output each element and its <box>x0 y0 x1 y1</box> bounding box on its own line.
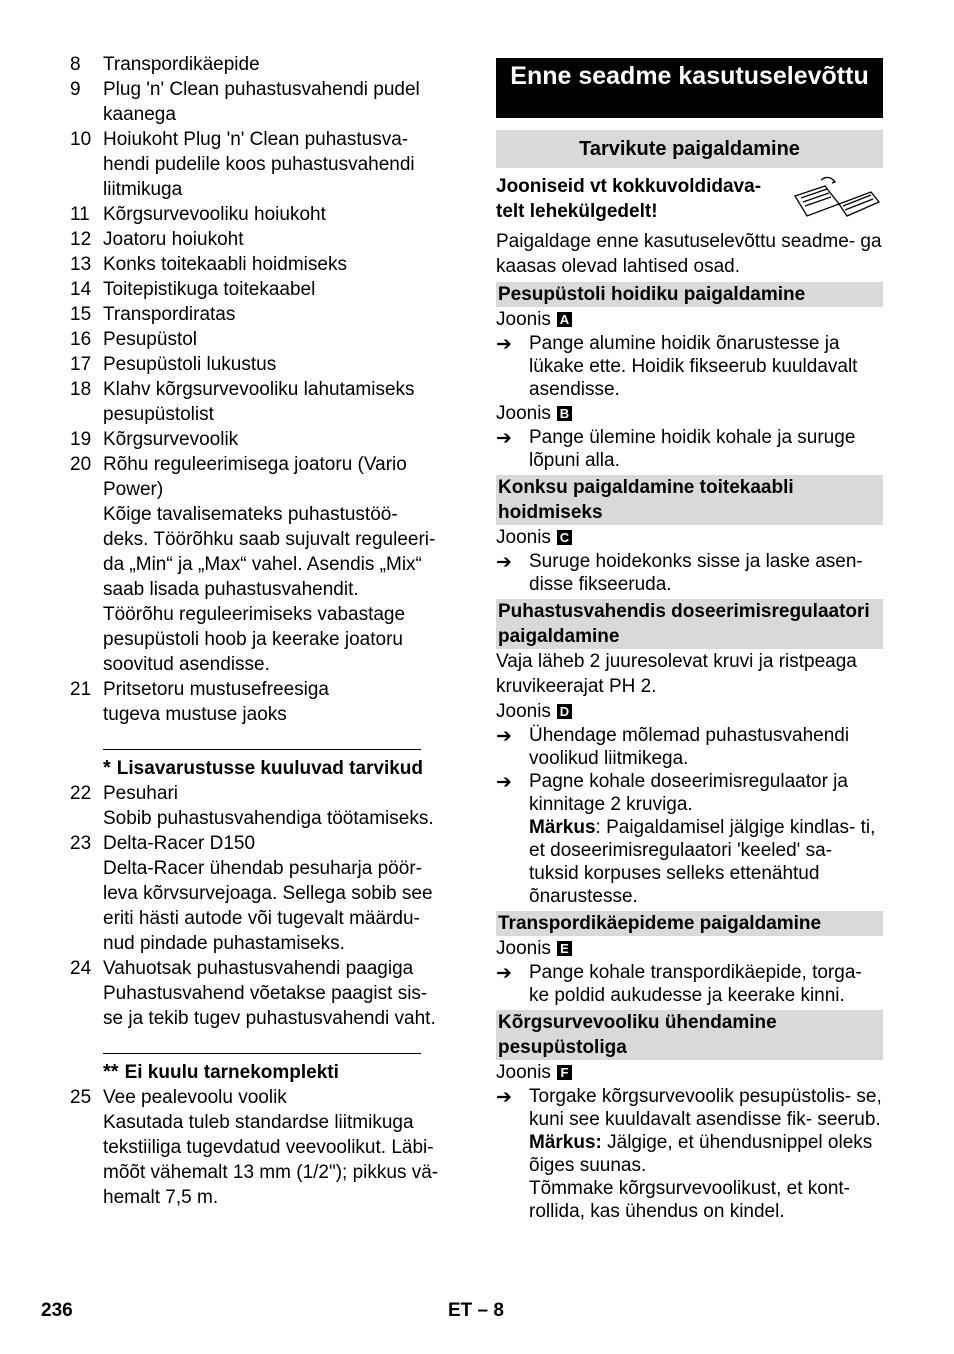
item-text <box>103 1085 462 1210</box>
figure-reference <box>496 525 883 550</box>
item-line: tugeva mustuse jaoks <box>103 704 287 725</box>
item-number: 22 <box>70 783 92 804</box>
item-number: 13 <box>70 254 92 275</box>
item-line: Vee pealevoolu voolik <box>103 1087 287 1108</box>
figure-letter-badge: B <box>557 406 572 421</box>
step-text <box>529 770 883 908</box>
step-main-text: Suruge hoidekonks sisse ja laske asen- disse fikseeruda. <box>529 551 863 595</box>
list-item <box>70 677 462 727</box>
item-number: 25 <box>70 1087 92 1108</box>
figure-reference <box>496 936 883 961</box>
step-text <box>529 961 883 1007</box>
note-text: Paigaldamisel jälgige kindlas- ti, et doseerimisregulaatori 'keeled' sa- tuksid korpuses selleks ettenähtud õnarustesse. <box>529 817 876 907</box>
step-main-text: Pange kohale transpordikäepide, torga- ke poldid aukudesse ja keerake kinni. <box>529 962 862 1006</box>
item-line: liitmikuga <box>103 179 183 200</box>
divider-rule <box>103 749 421 750</box>
figure-label: Joonis <box>496 527 551 548</box>
item-line: deks. Töörõhku saab sujuvalt reguleeri- <box>103 529 436 550</box>
item-line: Rõhu reguleerimisega joatoru (Vario <box>103 454 407 475</box>
item-line: Kasutada tuleb standardse liitmikuga <box>103 1112 414 1133</box>
figure-letter-badge: E <box>557 941 572 956</box>
figure-letter-badge: F <box>557 1065 572 1080</box>
foldout-note <box>496 174 883 229</box>
note-label: Märkus <box>529 817 596 838</box>
arrow-right-icon: ➔ <box>496 963 512 984</box>
item-line: Pesupüstoli lukustus <box>103 354 277 375</box>
item-line: tekstiiliga tugevdatud veevoolikut. Läbi- <box>103 1137 434 1158</box>
item-line: Delta-Racer ühendab pesuharja pöör- <box>103 858 422 879</box>
step-main-text: Pange ülemine hoidik kohale ja suruge lõpuni alla. <box>529 427 856 471</box>
step-text <box>529 332 883 401</box>
item-line: nud pindade puhastamiseks. <box>103 933 345 954</box>
list-item <box>70 302 462 327</box>
step-main-text: Pagne kohale doseerimisregulaator ja kinnitage 2 kruviga. <box>529 771 848 815</box>
arrow-right-icon: ➔ <box>496 552 512 573</box>
item-number: 21 <box>70 679 92 700</box>
figure-reference <box>496 699 883 724</box>
item-line: Vahuotsak puhastusvahendi paagiga <box>103 958 414 979</box>
figure-label: Joonis <box>496 938 551 959</box>
figure-label: Joonis <box>496 403 551 424</box>
item-line: Delta-Racer D150 <box>103 833 256 854</box>
step-main-text: Ühendage mõlemad puhastusvahendi voolikud liitmikega. <box>529 725 850 769</box>
accessories-heading-text: Lisavarustusse kuuluvad tarvikud <box>116 758 424 779</box>
item-number: 24 <box>70 958 92 979</box>
intro-paragraph: Paigaldage enne kasutuselevõttu seadme- ga kaasas olevad lahtised osad. <box>496 231 882 277</box>
item-text <box>103 252 462 277</box>
item-line: mõõt vähemalt 13 mm (1/2"); pikkus vä- <box>103 1162 439 1183</box>
instruction-step <box>496 770 883 908</box>
not-included-heading <box>70 1060 462 1085</box>
item-number: 17 <box>70 354 92 375</box>
item-number: 11 <box>70 204 90 225</box>
subsection-title: Pesupüstoli hoidiku paigaldamine <box>496 282 883 307</box>
item-number: 18 <box>70 379 92 400</box>
item-text <box>103 427 462 452</box>
subsection-title: Puhastusvahendis doseerimisregulaatori paigaldamine <box>496 599 883 649</box>
figure-letter-badge: C <box>557 530 572 545</box>
item-line: Pritsetoru mustusefreesiga <box>103 679 329 700</box>
item-line: Puhastusvahend võetakse paagist sis- <box>103 983 428 1004</box>
item-text <box>103 452 462 677</box>
item-number: 10 <box>70 129 92 150</box>
section-title: Tarvikute paigaldamine <box>496 130 883 168</box>
item-line: Kõige tavalisemateks puhastustöö- <box>103 504 398 525</box>
arrow-right-icon: ➔ <box>496 772 512 793</box>
item-text <box>103 52 462 77</box>
list-item <box>70 277 462 302</box>
step-text <box>529 724 883 770</box>
list-item <box>70 452 462 677</box>
step-text <box>529 426 883 472</box>
arrow-right-icon: ➔ <box>496 334 512 355</box>
item-text <box>103 227 462 252</box>
accessories-heading <box>70 756 462 781</box>
item-number: 15 <box>70 304 92 325</box>
instruction-step <box>496 550 883 596</box>
step-text <box>529 550 883 596</box>
item-text <box>103 77 462 127</box>
double-asterisk-mark: ** <box>103 1061 119 1083</box>
item-line: Joatoru hoiukoht <box>103 229 244 250</box>
not-included-heading-text: Ei kuulu tarnekomplekti <box>124 1062 339 1083</box>
subsection-title: Kõrgsurvevooliku ühendamine pesupüstoliga <box>496 1010 883 1060</box>
paragraph: Vaja läheb 2 juuresolevat kruvi ja ristpeaga kruvikeerajat PH 2. <box>496 651 857 697</box>
item-line: soovitud asendisse. <box>103 654 270 675</box>
arrow-right-icon: ➔ <box>496 1087 512 1108</box>
left-column <box>70 52 462 1210</box>
item-line: Pesuhari <box>103 783 178 804</box>
item-line: Töörõhu reguleerimiseks vabastage <box>103 604 406 625</box>
item-number: 8 <box>70 54 81 75</box>
asterisk-mark: * <box>103 757 111 779</box>
figure-label: Joonis <box>496 309 551 330</box>
item-text <box>103 302 462 327</box>
item-text <box>103 956 462 1031</box>
language-page-label: ET – 8 <box>448 1300 504 1321</box>
instruction-step <box>496 332 883 401</box>
item-line: da „Min“ ja „Max“ vahel. Asendis „Mix“ <box>103 554 422 575</box>
step-extra-text: Tõmmake kõrgsurvevoolikust, et kont- rollida, kas ühendus on kindel. <box>529 1178 851 1222</box>
figure-letter-badge: D <box>557 704 572 719</box>
item-text <box>103 377 462 427</box>
foldout-note-text: Jooniseid vt kokkuvoldidava- telt lehekülgedelt! <box>496 176 762 222</box>
item-text <box>103 277 462 302</box>
subsection-title: Konksu paigaldamine toitekaabli hoidmiseks <box>496 475 883 525</box>
item-line: Transpordiratas <box>103 304 236 325</box>
item-line: kaanega <box>103 104 176 125</box>
item-line: eriti hästi autode või tugevalt määrdu- <box>103 908 420 929</box>
item-text <box>103 127 462 202</box>
note-label: Märkus: <box>529 1132 602 1153</box>
item-line: pesupüstoli hoob ja keerake joatoru <box>103 629 403 650</box>
foldout-pages-icon <box>791 174 883 229</box>
item-line: hendi pudelile koos puhastusvahendi <box>103 154 415 175</box>
list-item <box>70 52 462 77</box>
page-number: 236 <box>41 1300 73 1321</box>
item-number: 14 <box>70 279 92 300</box>
item-line: Hoiukoht Plug 'n' Clean puhastusva- <box>103 129 409 150</box>
list-item <box>70 781 462 831</box>
list-item <box>70 327 462 352</box>
list-item <box>70 352 462 377</box>
item-text <box>103 202 462 227</box>
item-line: Pesupüstol <box>103 329 198 350</box>
item-line: Konks toitekaabli hoidmiseks <box>103 254 347 275</box>
right-column <box>496 58 883 1223</box>
figure-reference <box>496 1060 883 1085</box>
item-number: 23 <box>70 833 92 854</box>
item-text <box>103 677 462 727</box>
item-text <box>103 352 462 377</box>
item-text <box>103 781 462 831</box>
item-line: se ja tekib tugev puhastusvahendi vaht. <box>103 1008 436 1029</box>
item-line: Sobib puhastusvahendiga töötamiseks. <box>103 808 434 829</box>
instruction-step <box>496 961 883 1007</box>
item-line: Power) <box>103 479 164 500</box>
chapter-title: Enne seadme kasutuselevõttu <box>496 58 883 118</box>
item-line: saab lisada puhastusvahendit. <box>103 579 359 600</box>
figure-label: Joonis <box>496 1062 551 1083</box>
item-line: Kõrgsurvevooliku hoiukoht <box>103 204 326 225</box>
list-item <box>70 956 462 1031</box>
note-text: Jälgige, et ühendusnippel oleks õiges suunas. <box>529 1132 873 1176</box>
item-number: 16 <box>70 329 92 350</box>
figure-reference <box>496 307 883 332</box>
item-line: hemalt 7,5 m. <box>103 1187 219 1208</box>
note-separator: : <box>595 817 601 838</box>
instruction-step <box>496 1085 883 1223</box>
step-text <box>529 1085 883 1223</box>
item-line: pesupüstolist <box>103 404 214 425</box>
item-line: Kõrgsurvevoolik <box>103 429 239 450</box>
item-number: 20 <box>70 454 92 475</box>
step-note <box>529 1131 883 1177</box>
item-line: Klahv kõrgsurvevooliku lahutamiseks <box>103 379 415 400</box>
list-item <box>70 77 462 127</box>
divider-rule <box>103 1053 421 1054</box>
list-item <box>70 127 462 202</box>
item-line: leva kõrvsurvejoaga. Sellega sobib see <box>103 883 433 904</box>
list-item <box>70 427 462 452</box>
figure-letter-badge: A <box>557 312 572 327</box>
instruction-step <box>496 426 883 472</box>
step-main-text: Torgake kõrgsurvevoolik pesupüstolis- se, kuni see kuuldavalt asendisse fik- seerub. <box>529 1086 882 1130</box>
subsection-title: Transpordikäepideme paigaldamine <box>496 911 883 936</box>
item-line: Transpordikäepide <box>103 54 260 75</box>
arrow-right-icon: ➔ <box>496 726 512 747</box>
step-main-text: Pange alumine hoidik õnarustesse ja lükake ette. Hoidik fikseerub kuuldavalt asendisse. <box>529 333 858 400</box>
item-text <box>103 327 462 352</box>
list-item <box>70 252 462 277</box>
list-item <box>70 202 462 227</box>
figure-label: Joonis <box>496 701 551 722</box>
step-note <box>529 816 883 908</box>
item-number: 9 <box>70 79 81 100</box>
item-line: Plug 'n' Clean puhastusvahendi pudel <box>103 79 420 100</box>
list-item <box>70 1085 462 1210</box>
list-item <box>70 227 462 252</box>
figure-reference <box>496 401 883 426</box>
item-number: 12 <box>70 229 92 250</box>
instruction-step <box>496 724 883 770</box>
item-text <box>103 831 462 956</box>
list-item <box>70 377 462 427</box>
item-number: 19 <box>70 429 92 450</box>
arrow-right-icon: ➔ <box>496 428 512 449</box>
item-line: Toitepistikuga toitekaabel <box>103 279 316 300</box>
list-item <box>70 831 462 956</box>
